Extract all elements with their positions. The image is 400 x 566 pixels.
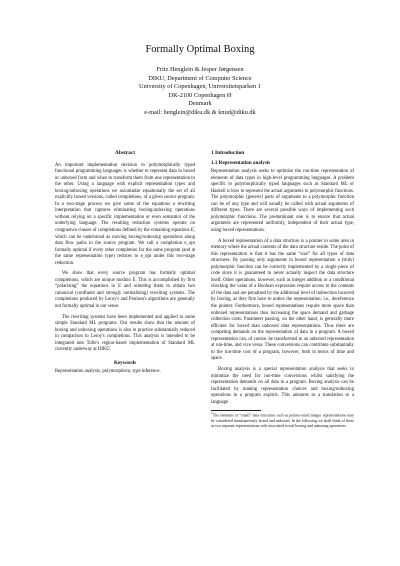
keywords-heading: Keywords [113, 359, 137, 366]
abstract-paragraph-1: An important implementation decision in polymorphically typed functional programming languages is whether to represent data in boxed or unboxed form and when to transform them from one representation to the other. Using a language with explicit representation types and boxing/unboxing operations we axiomatize equationally the set of all explicitly boxed versions, called completions, of a given source program. In a two-stage process we give some of the equations a rewriting interpretation that captures eliminating boxing/unboxing operations without relying on a specific implementation or even semantics of the underlying language. The resulting reduction systems operate on congruence classes of completions defined by the remaining equations E, which can be understood as moving boxing/unboxing operations along data flow paths in the source program. We call a completion e_opt formally optimal if every other completion for the same program (and at the same representation type) reduces to e_opt under this two-stage reduction. [55, 162, 195, 266]
footnote-rule [211, 410, 261, 411]
author-names: Fritz Henglein & Jesper Jørgensen [156, 66, 244, 73]
subsection-heading-representation-analysis: 1.1 Representation analysis [211, 159, 271, 166]
footnote [211, 413, 354, 429]
author-university: University of Copenhagen, Universitetsparken 1 [139, 83, 261, 90]
left-column [55, 150, 195, 380]
section-heading-introduction: 1 Introduction [211, 150, 245, 156]
intro-paragraph-2: A boxed representation of a data structure is a pointer to some area in memory where the actual contents of the data structure reside. The point of this representation is that it has the same “size” for all types of data structures. By passing only arguments in boxed representation a (truly) polymorphic function can be correctly implemented by a single piece of code since it is guaranteed to never actually inspect the data structure itself. Other operations, however, such as integer addition or a conditional checking the value of a Boolean expression require access to the contents of the data and are penalized by the additional level of indirection incurred by boxing, as they first have to unbox the representation; i.e., dereference the pointer. Furthermore, boxed representations require more space than unboxed representations thus increasing the space demand and garbage collection costs. Parameter passing, on the other hand, is generally more efficient for boxed than unboxed data representations. Thus there are competing demands on the representation of data in a program. A boxed representation can, of course, be transformed to an unboxed representation at run-time, and vice versa. These conversions can contribute substantially to the run-time cost of a program, however, both in terms of time and space. [211, 238, 354, 362]
author-city: DK-2100 Copenhagen Ø [168, 91, 232, 99]
abstract-paragraph-3: The rewriting systems have been implemented and applied to some simple Standard ML programs. Our results show that the amount of boxing and unboxing operations is also in practice substantially reduced in comparison to Leroy's completions. This analysis is intended to be integrated into Tofte's region-based implementation of Standard ML currently underway at DIKU. [55, 314, 195, 353]
abstract-heading: Abstract [114, 150, 136, 156]
author-email: e-mail: henglein@diku.dk & knud@diku.dk [144, 108, 256, 116]
right-column [211, 150, 354, 429]
intro-paragraph-3: Boxing analysis is a special representation analysis that seeks to minimize the need for run-time conversions whilst satisfying the representation demands on all data in a program. Boxing analysis can be facilitated by making representation choices and boxing/unboxing operations in a program explicit. This amounts to a translation to a language [211, 366, 354, 405]
paper-title: Formally Optimal Boxing [145, 44, 255, 55]
author-department: DIKU, Department of Computer Science [148, 74, 252, 82]
footnote-text: The elements of “small” data structures such as pointer-sized integer representations may be considered simultaneously boxed and unboxed. In the following we shall think of these as two separate representations with associated trivial boxing and unboxing operations. [211, 413, 354, 428]
keywords-text: Representation analysis, polymorphism, type inference. [55, 369, 161, 375]
intro-paragraph-1: Representation analysis seeks to optimize the run-time representation of elements of data types in high-level programming languages. A problem specific to polymorphically typed languages such as Standard ML or Haskell is how to represent the actual arguments to polymorphic functions. The polymorphic (generic) parts of arguments to a polymorphic function can be of any type and will usually be called with actual arguments of different types. There are several possible ways of implementing such polymorphic functions. The predominant one is to ensure that actual arguments are represented uniformly, independent of their actual type, using boxed representations. [211, 169, 354, 234]
abstract-paragraph-2: We show that every source program has formally optimal completions, which are unique modulo E. This is accomplished by first “polarizing” the equations in E and orienting them to obtain two canonical (confluent and strongly normalizing) rewriting systems. The completions produced by Leroy's and Poulsen's algorithms are generally not formally optimal in our sense. [55, 271, 195, 310]
footnote-mark: 1 [211, 411, 213, 416]
author-country: Denmark [188, 100, 212, 107]
author-block [0, 66, 400, 117]
